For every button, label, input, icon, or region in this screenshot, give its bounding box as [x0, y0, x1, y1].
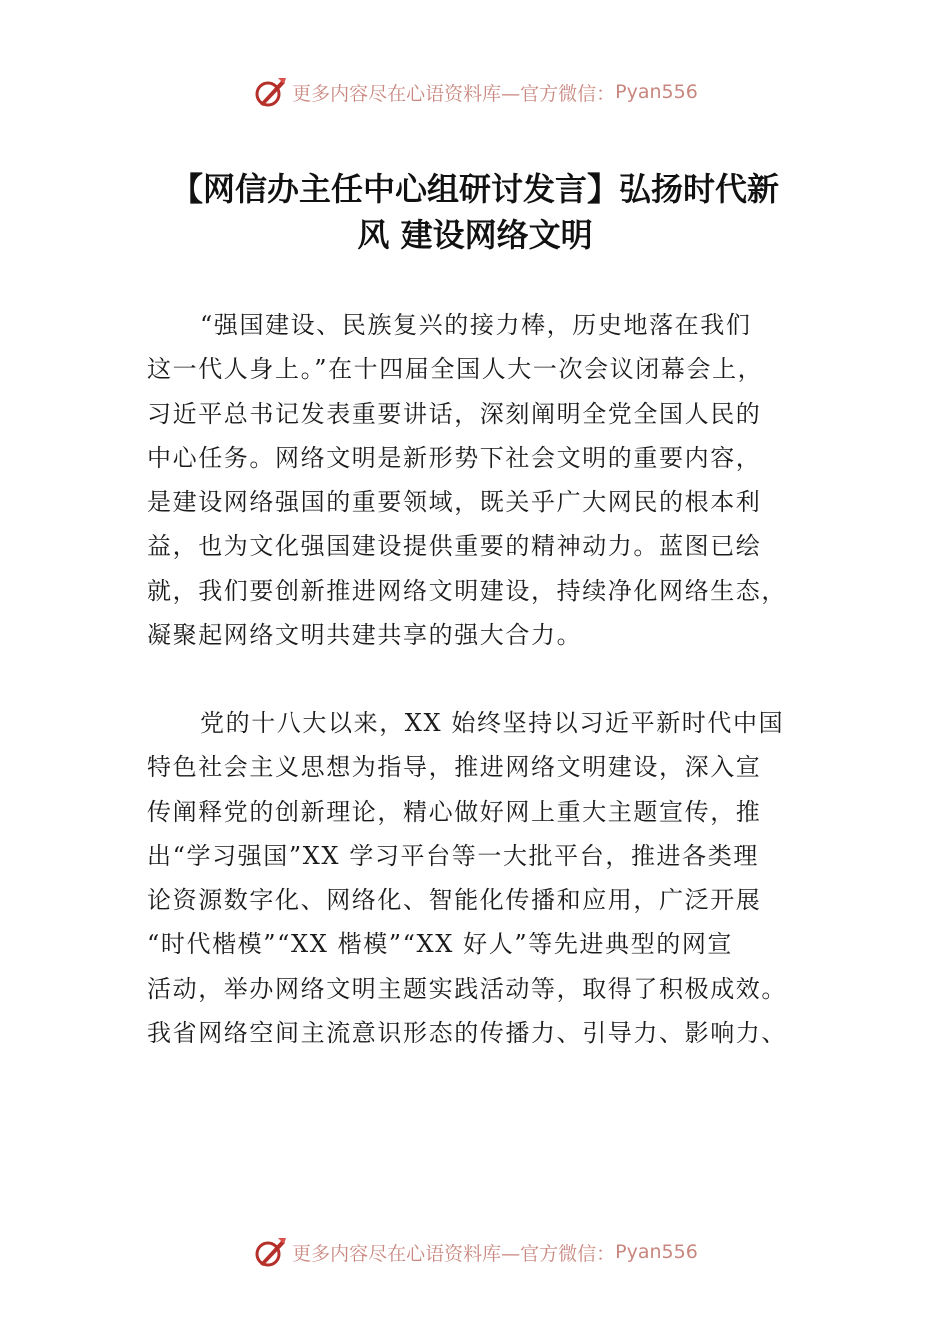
- paragraph-line: 是建设网络强国的重要领域，既关乎广大网民的根本利: [147, 488, 762, 517]
- paragraph-line: 党的十八大以来，XX 始终坚持以习近平新时代中国: [200, 709, 785, 737]
- paragraph-line: 活动，举办网络文明主题实践活动等，取得了积极成效。: [147, 974, 787, 1003]
- paragraph-line: 益，也为文化强国建设提供重要的精神动力。蓝图已绘: [147, 532, 762, 561]
- banner-wechat-id: Pyan556: [615, 81, 698, 103]
- paragraph-line: 中心任务。网络文明是新形势下社会文明的重要内容，: [147, 443, 762, 472]
- pen-logo-icon: [252, 74, 288, 110]
- footer-watermark-banner: [0, 1232, 950, 1272]
- paragraph-line: “时代楷模”“XX 楷模”“XX 好人”等先进典型的网宣: [147, 930, 734, 959]
- title-line-1: 【网信办主任中心组研讨发言】弘扬时代新: [170, 170, 779, 208]
- header-watermark-banner: [0, 72, 950, 112]
- paragraph-line: 这一代人身上。”在十四届全国人大一次会议闭幕会上，: [147, 355, 764, 384]
- paragraph-line: 出“学习强国”XX 学习平台等一大批平台，推进各类理: [147, 841, 759, 870]
- paragraph-line: 凝聚起网络文明共建共享的强大合力。: [147, 621, 583, 650]
- title-line-2: 风 建设网络文明: [357, 216, 593, 254]
- paragraph-2: [147, 701, 837, 1055]
- paragraph-line: “强国建设、民族复兴的接力棒，历史地落在我们: [200, 311, 752, 339]
- paragraph-line: 论资源数字化、网络化、智能化传播和应用，广泛开展: [147, 886, 762, 915]
- banner-text: 更多内容尽在心语资料库—官方微信：: [292, 82, 616, 105]
- pen-logo-icon: [252, 1234, 288, 1270]
- banner-text: 更多内容尽在心语资料库—官方微信：: [292, 1242, 616, 1265]
- document-title: [120, 166, 830, 258]
- paragraph-line: 就，我们要创新推进网络文明建设，持续净化网络生态，: [147, 576, 787, 605]
- paragraph-line: 特色社会主义思想为指导，推进网络文明建设，深入宣: [147, 753, 762, 782]
- paragraph-line: 传阐释党的创新理论，精心做好网上重大主题宣传，推: [147, 797, 762, 826]
- paragraph-line: 我省网络空间主流意识形态的传播力、引导力、影响力、: [147, 1019, 787, 1048]
- banner-wechat-id: Pyan556: [615, 1241, 698, 1263]
- paragraph-line: 习近平总书记发表重要讲话，深刻阐明全党全国人民的: [147, 399, 762, 428]
- paragraph-1: [147, 303, 837, 657]
